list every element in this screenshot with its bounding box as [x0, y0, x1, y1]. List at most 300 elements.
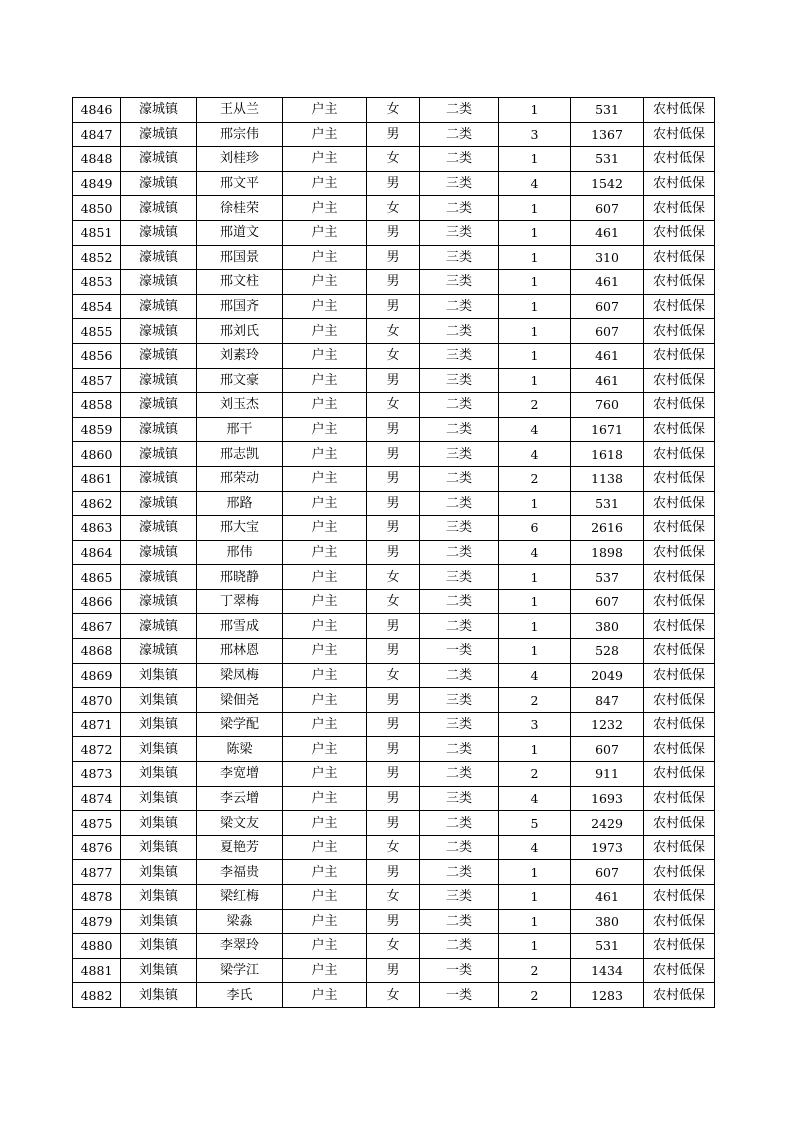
name-cell: 邢荣动 — [197, 466, 283, 491]
amount-cell: 1542 — [571, 171, 644, 196]
program-cell: 农村低保 — [644, 270, 715, 295]
category-cell: 二类 — [420, 663, 499, 688]
town-cell: 濠城镇 — [121, 220, 197, 245]
name-cell: 邢文豪 — [197, 368, 283, 393]
relation-cell: 户主 — [283, 737, 367, 762]
members-cell: 5 — [499, 811, 571, 836]
category-cell: 三类 — [420, 270, 499, 295]
category-cell: 三类 — [420, 712, 499, 737]
gender-cell: 男 — [367, 294, 420, 319]
table-row — [73, 762, 715, 787]
members-cell: 1 — [499, 737, 571, 762]
seq-cell: 4878 — [73, 885, 121, 910]
town-cell: 濠城镇 — [121, 417, 197, 442]
town-cell: 濠城镇 — [121, 614, 197, 639]
relation-cell: 户主 — [283, 417, 367, 442]
relation-cell: 户主 — [283, 147, 367, 172]
gender-cell: 男 — [367, 762, 420, 787]
gender-cell: 男 — [367, 171, 420, 196]
program-cell: 农村低保 — [644, 885, 715, 910]
program-cell: 农村低保 — [644, 147, 715, 172]
program-cell: 农村低保 — [644, 614, 715, 639]
name-cell: 邢文柱 — [197, 270, 283, 295]
category-cell: 二类 — [420, 122, 499, 147]
gender-cell: 男 — [367, 540, 420, 565]
name-cell: 梁文友 — [197, 811, 283, 836]
seq-cell: 4869 — [73, 663, 121, 688]
seq-cell: 4866 — [73, 589, 121, 614]
gender-cell: 女 — [367, 319, 420, 344]
amount-cell: 911 — [571, 762, 644, 787]
category-cell: 二类 — [420, 589, 499, 614]
category-cell: 三类 — [420, 220, 499, 245]
program-cell: 农村低保 — [644, 786, 715, 811]
name-cell: 梁红梅 — [197, 885, 283, 910]
gender-cell: 女 — [367, 147, 420, 172]
seq-cell: 4846 — [73, 98, 121, 123]
amount-cell: 537 — [571, 565, 644, 590]
relation-cell: 户主 — [283, 442, 367, 467]
amount-cell: 607 — [571, 196, 644, 221]
town-cell: 刘集镇 — [121, 885, 197, 910]
members-cell: 1 — [499, 196, 571, 221]
relation-cell: 户主 — [283, 98, 367, 123]
gender-cell: 男 — [367, 811, 420, 836]
name-cell: 王从兰 — [197, 98, 283, 123]
town-cell: 濠城镇 — [121, 245, 197, 270]
name-cell: 梁佃尧 — [197, 688, 283, 713]
amount-cell: 1283 — [571, 983, 644, 1008]
name-cell: 刘玉杰 — [197, 393, 283, 418]
town-cell: 濠城镇 — [121, 442, 197, 467]
category-cell: 三类 — [420, 442, 499, 467]
category-cell: 二类 — [420, 934, 499, 959]
name-cell: 邢路 — [197, 491, 283, 516]
amount-cell: 531 — [571, 98, 644, 123]
program-cell: 农村低保 — [644, 294, 715, 319]
name-cell: 李福贵 — [197, 860, 283, 885]
seq-cell: 4870 — [73, 688, 121, 713]
gender-cell: 男 — [367, 442, 420, 467]
table-row — [73, 688, 715, 713]
members-cell: 4 — [499, 540, 571, 565]
amount-cell: 607 — [571, 294, 644, 319]
program-cell: 农村低保 — [644, 319, 715, 344]
gender-cell: 女 — [367, 983, 420, 1008]
name-cell: 刘桂珍 — [197, 147, 283, 172]
members-cell: 6 — [499, 516, 571, 541]
amount-cell: 310 — [571, 245, 644, 270]
amount-cell: 607 — [571, 860, 644, 885]
table-row — [73, 466, 715, 491]
gender-cell: 男 — [367, 417, 420, 442]
name-cell: 邢雪成 — [197, 614, 283, 639]
table-row — [73, 294, 715, 319]
name-cell: 李氏 — [197, 983, 283, 1008]
name-cell: 梁凤梅 — [197, 663, 283, 688]
table-row — [73, 122, 715, 147]
program-cell: 农村低保 — [644, 393, 715, 418]
town-cell: 濠城镇 — [121, 122, 197, 147]
relation-cell: 户主 — [283, 491, 367, 516]
relation-cell: 户主 — [283, 688, 367, 713]
table-row — [73, 811, 715, 836]
program-cell: 农村低保 — [644, 639, 715, 664]
relation-cell: 户主 — [283, 122, 367, 147]
town-cell: 刘集镇 — [121, 811, 197, 836]
seq-cell: 4880 — [73, 934, 121, 959]
category-cell: 三类 — [420, 688, 499, 713]
amount-cell: 760 — [571, 393, 644, 418]
gender-cell: 男 — [367, 958, 420, 983]
table-row — [73, 442, 715, 467]
relation-cell: 户主 — [283, 540, 367, 565]
members-cell: 1 — [499, 565, 571, 590]
town-cell: 刘集镇 — [121, 860, 197, 885]
name-cell: 徐桂荣 — [197, 196, 283, 221]
category-cell: 二类 — [420, 737, 499, 762]
gender-cell: 男 — [367, 909, 420, 934]
amount-cell: 531 — [571, 491, 644, 516]
seq-cell: 4875 — [73, 811, 121, 836]
category-cell: 二类 — [420, 294, 499, 319]
members-cell: 2 — [499, 466, 571, 491]
gender-cell: 男 — [367, 639, 420, 664]
town-cell: 濠城镇 — [121, 540, 197, 565]
seq-cell: 4867 — [73, 614, 121, 639]
category-cell: 二类 — [420, 860, 499, 885]
seq-cell: 4863 — [73, 516, 121, 541]
category-cell: 二类 — [420, 762, 499, 787]
relation-cell: 户主 — [283, 885, 367, 910]
relation-cell: 户主 — [283, 663, 367, 688]
members-cell: 1 — [499, 319, 571, 344]
town-cell: 濠城镇 — [121, 319, 197, 344]
table-row — [73, 196, 715, 221]
name-cell: 邢宗伟 — [197, 122, 283, 147]
table-row — [73, 909, 715, 934]
town-cell: 刘集镇 — [121, 737, 197, 762]
table-row — [73, 343, 715, 368]
amount-cell: 461 — [571, 885, 644, 910]
gender-cell: 男 — [367, 614, 420, 639]
amount-cell: 528 — [571, 639, 644, 664]
town-cell: 濠城镇 — [121, 368, 197, 393]
members-cell: 1 — [499, 491, 571, 516]
seq-cell: 4862 — [73, 491, 121, 516]
gender-cell: 女 — [367, 565, 420, 590]
amount-cell: 1434 — [571, 958, 644, 983]
amount-cell: 2429 — [571, 811, 644, 836]
table-row — [73, 540, 715, 565]
town-cell: 濠城镇 — [121, 196, 197, 221]
program-cell: 农村低保 — [644, 860, 715, 885]
relation-cell: 户主 — [283, 196, 367, 221]
members-cell: 1 — [499, 220, 571, 245]
name-cell: 丁翠梅 — [197, 589, 283, 614]
program-cell: 农村低保 — [644, 491, 715, 516]
table-row — [73, 491, 715, 516]
relation-cell: 户主 — [283, 983, 367, 1008]
category-cell: 二类 — [420, 811, 499, 836]
seq-cell: 4882 — [73, 983, 121, 1008]
members-cell: 1 — [499, 639, 571, 664]
category-cell: 二类 — [420, 491, 499, 516]
table-row — [73, 737, 715, 762]
relation-cell: 户主 — [283, 909, 367, 934]
amount-cell: 461 — [571, 368, 644, 393]
program-cell: 农村低保 — [644, 540, 715, 565]
seq-cell: 4858 — [73, 393, 121, 418]
name-cell: 邢国景 — [197, 245, 283, 270]
amount-cell: 2049 — [571, 663, 644, 688]
relation-cell: 户主 — [283, 319, 367, 344]
seq-cell: 4876 — [73, 835, 121, 860]
category-cell: 二类 — [420, 319, 499, 344]
town-cell: 刘集镇 — [121, 762, 197, 787]
gender-cell: 女 — [367, 98, 420, 123]
gender-cell: 男 — [367, 122, 420, 147]
town-cell: 刘集镇 — [121, 934, 197, 959]
town-cell: 濠城镇 — [121, 294, 197, 319]
relation-cell: 户主 — [283, 614, 367, 639]
amount-cell: 2616 — [571, 516, 644, 541]
town-cell: 濠城镇 — [121, 393, 197, 418]
table-row — [73, 835, 715, 860]
category-cell: 二类 — [420, 98, 499, 123]
table-row — [73, 565, 715, 590]
relation-cell: 户主 — [283, 860, 367, 885]
gender-cell: 男 — [367, 220, 420, 245]
category-cell: 二类 — [420, 540, 499, 565]
program-cell: 农村低保 — [644, 983, 715, 1008]
town-cell: 濠城镇 — [121, 516, 197, 541]
program-cell: 农村低保 — [644, 466, 715, 491]
category-cell: 三类 — [420, 368, 499, 393]
gender-cell: 男 — [367, 860, 420, 885]
relation-cell: 户主 — [283, 712, 367, 737]
amount-cell: 461 — [571, 270, 644, 295]
members-cell: 1 — [499, 614, 571, 639]
relation-cell: 户主 — [283, 368, 367, 393]
members-cell: 3 — [499, 712, 571, 737]
members-cell: 2 — [499, 393, 571, 418]
seq-cell: 4853 — [73, 270, 121, 295]
members-cell: 2 — [499, 688, 571, 713]
town-cell: 刘集镇 — [121, 688, 197, 713]
seq-cell: 4847 — [73, 122, 121, 147]
amount-cell: 531 — [571, 147, 644, 172]
name-cell: 刘素玲 — [197, 343, 283, 368]
program-cell: 农村低保 — [644, 516, 715, 541]
name-cell: 邢林恩 — [197, 639, 283, 664]
members-cell: 1 — [499, 860, 571, 885]
town-cell: 濠城镇 — [121, 98, 197, 123]
seq-cell: 4872 — [73, 737, 121, 762]
table-row — [73, 147, 715, 172]
gender-cell: 男 — [367, 270, 420, 295]
members-cell: 3 — [499, 122, 571, 147]
gender-cell: 女 — [367, 196, 420, 221]
members-cell: 1 — [499, 909, 571, 934]
table-row — [73, 614, 715, 639]
name-cell: 邢晓静 — [197, 565, 283, 590]
relation-cell: 户主 — [283, 343, 367, 368]
members-cell: 2 — [499, 958, 571, 983]
table-row — [73, 98, 715, 123]
program-cell: 农村低保 — [644, 712, 715, 737]
town-cell: 刘集镇 — [121, 835, 197, 860]
category-cell: 三类 — [420, 786, 499, 811]
members-cell: 1 — [499, 147, 571, 172]
program-cell: 农村低保 — [644, 122, 715, 147]
table-row — [73, 417, 715, 442]
town-cell: 濠城镇 — [121, 589, 197, 614]
amount-cell: 531 — [571, 934, 644, 959]
seq-cell: 4852 — [73, 245, 121, 270]
table-row — [73, 860, 715, 885]
gender-cell: 女 — [367, 589, 420, 614]
name-cell: 邢道文 — [197, 220, 283, 245]
gender-cell: 男 — [367, 712, 420, 737]
table-row — [73, 983, 715, 1008]
amount-cell: 1973 — [571, 835, 644, 860]
program-cell: 农村低保 — [644, 811, 715, 836]
table-row — [73, 885, 715, 910]
town-cell: 濠城镇 — [121, 565, 197, 590]
category-cell: 一类 — [420, 958, 499, 983]
category-cell: 二类 — [420, 417, 499, 442]
members-cell: 1 — [499, 270, 571, 295]
table-row — [73, 220, 715, 245]
relation-cell: 户主 — [283, 171, 367, 196]
gender-cell: 男 — [367, 466, 420, 491]
relation-cell: 户主 — [283, 811, 367, 836]
table-row — [73, 319, 715, 344]
seq-cell: 4864 — [73, 540, 121, 565]
category-cell: 三类 — [420, 885, 499, 910]
members-cell: 1 — [499, 294, 571, 319]
amount-cell: 461 — [571, 343, 644, 368]
seq-cell: 4856 — [73, 343, 121, 368]
seq-cell: 4881 — [73, 958, 121, 983]
table-row — [73, 589, 715, 614]
seq-cell: 4861 — [73, 466, 121, 491]
gender-cell: 女 — [367, 343, 420, 368]
amount-cell: 1693 — [571, 786, 644, 811]
relief-roster-table — [72, 97, 715, 1008]
seq-cell: 4851 — [73, 220, 121, 245]
table-row — [73, 663, 715, 688]
relation-cell: 户主 — [283, 589, 367, 614]
seq-cell: 4854 — [73, 294, 121, 319]
seq-cell: 4860 — [73, 442, 121, 467]
members-cell: 4 — [499, 786, 571, 811]
members-cell: 4 — [499, 171, 571, 196]
program-cell: 农村低保 — [644, 417, 715, 442]
gender-cell: 女 — [367, 393, 420, 418]
name-cell: 夏艳芳 — [197, 835, 283, 860]
table-row — [73, 393, 715, 418]
category-cell: 一类 — [420, 983, 499, 1008]
seq-cell: 4848 — [73, 147, 121, 172]
name-cell: 陈梁 — [197, 737, 283, 762]
amount-cell: 607 — [571, 737, 644, 762]
relation-cell: 户主 — [283, 516, 367, 541]
program-cell: 农村低保 — [644, 245, 715, 270]
name-cell: 邢伟 — [197, 540, 283, 565]
town-cell: 濠城镇 — [121, 343, 197, 368]
table-row — [73, 639, 715, 664]
amount-cell: 1618 — [571, 442, 644, 467]
amount-cell: 847 — [571, 688, 644, 713]
town-cell: 濠城镇 — [121, 270, 197, 295]
seq-cell: 4859 — [73, 417, 121, 442]
members-cell: 4 — [499, 417, 571, 442]
amount-cell: 461 — [571, 220, 644, 245]
gender-cell: 男 — [367, 245, 420, 270]
amount-cell: 607 — [571, 589, 644, 614]
gender-cell: 男 — [367, 786, 420, 811]
category-cell: 二类 — [420, 147, 499, 172]
seq-cell: 4873 — [73, 762, 121, 787]
program-cell: 农村低保 — [644, 589, 715, 614]
members-cell: 4 — [499, 835, 571, 860]
table-row — [73, 245, 715, 270]
category-cell: 三类 — [420, 245, 499, 270]
members-cell: 1 — [499, 98, 571, 123]
program-cell: 农村低保 — [644, 958, 715, 983]
seq-cell: 4871 — [73, 712, 121, 737]
town-cell: 刘集镇 — [121, 909, 197, 934]
table-row — [73, 958, 715, 983]
town-cell: 刘集镇 — [121, 786, 197, 811]
name-cell: 梁学配 — [197, 712, 283, 737]
program-cell: 农村低保 — [644, 688, 715, 713]
amount-cell: 1898 — [571, 540, 644, 565]
program-cell: 农村低保 — [644, 762, 715, 787]
town-cell: 刘集镇 — [121, 663, 197, 688]
table-row — [73, 712, 715, 737]
program-cell: 农村低保 — [644, 737, 715, 762]
gender-cell: 男 — [367, 688, 420, 713]
members-cell: 2 — [499, 983, 571, 1008]
amount-cell: 380 — [571, 909, 644, 934]
category-cell: 三类 — [420, 171, 499, 196]
amount-cell: 380 — [571, 614, 644, 639]
seq-cell: 4879 — [73, 909, 121, 934]
program-cell: 农村低保 — [644, 220, 715, 245]
table-row — [73, 934, 715, 959]
table-row — [73, 368, 715, 393]
relation-cell: 户主 — [283, 958, 367, 983]
program-cell: 农村低保 — [644, 196, 715, 221]
gender-cell: 男 — [367, 491, 420, 516]
category-cell: 三类 — [420, 565, 499, 590]
program-cell: 农村低保 — [644, 909, 715, 934]
program-cell: 农村低保 — [644, 343, 715, 368]
members-cell: 2 — [499, 762, 571, 787]
category-cell: 二类 — [420, 393, 499, 418]
gender-cell: 男 — [367, 368, 420, 393]
seq-cell: 4865 — [73, 565, 121, 590]
seq-cell: 4850 — [73, 196, 121, 221]
seq-cell: 4874 — [73, 786, 121, 811]
members-cell: 1 — [499, 368, 571, 393]
relation-cell: 户主 — [283, 294, 367, 319]
relation-cell: 户主 — [283, 934, 367, 959]
gender-cell: 女 — [367, 934, 420, 959]
